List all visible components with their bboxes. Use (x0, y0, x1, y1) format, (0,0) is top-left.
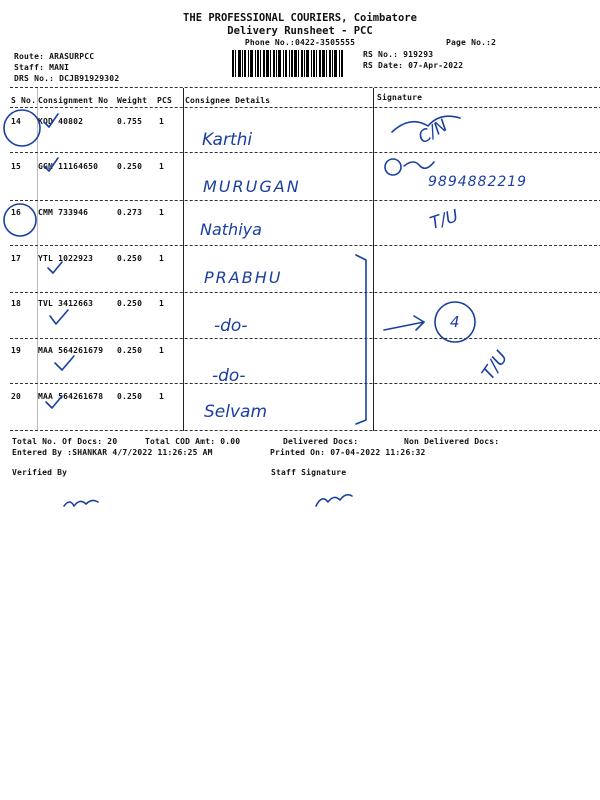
tick-mark-icon (46, 396, 62, 408)
ink-signature (392, 116, 460, 132)
row-weight: 0.273 (117, 208, 143, 217)
row-pcs: 1 (159, 208, 165, 217)
delivered-docs: Delivered Docs: (283, 437, 359, 446)
row-sno: 14 (11, 117, 22, 126)
handwritten-number: 4 (450, 313, 460, 331)
row-sno: 19 (11, 346, 22, 355)
row-weight: 0.250 (117, 346, 143, 355)
row-pcs: 1 (159, 392, 165, 401)
row-pcs: 1 (159, 299, 165, 308)
handwritten-signature: T/U (477, 347, 513, 384)
runsheet-title: Delivery Runsheet - PCC (227, 25, 373, 37)
row-consignment: MAA 564261678 (38, 392, 104, 401)
total-cod: Total COD Amt: 0.00 (145, 437, 241, 446)
entered-by: Entered By :SHANKAR 4/7/2022 11:26:25 AM (12, 448, 213, 457)
row-weight: 0.250 (117, 254, 143, 263)
row-pcs: 1 (159, 117, 165, 126)
col-header-sno: S No. (11, 96, 37, 105)
ink-bracket (356, 255, 366, 424)
row-sno: 20 (11, 392, 22, 401)
ink-circle (385, 159, 401, 175)
col-header-consignee: Consignee Details (185, 96, 271, 105)
row-weight: 0.250 (117, 392, 143, 401)
phone-number: Phone No.:0422-3505555 (244, 38, 356, 47)
drs-number: DRS No.: DCJB91929302 (14, 74, 120, 83)
row-consignment: CMM 733946 (38, 208, 89, 217)
row-sno: 16 (11, 208, 22, 217)
tick-mark-icon (44, 158, 58, 171)
handwritten-signature: C/N (415, 115, 452, 149)
row-consignment: MAA 564261679 (38, 346, 104, 355)
tick-mark-icon (48, 262, 62, 273)
col-header-signature: Signature (377, 93, 423, 102)
verified-by-label: Verified By (12, 468, 68, 477)
col-header-weight: Weight (117, 96, 148, 105)
non-delivered-docs: Non Delivered Docs: (404, 437, 500, 446)
row-pcs: 1 (159, 346, 165, 355)
handwritten-name: Selvam (204, 402, 268, 422)
handwritten-signature: T/U (427, 206, 461, 234)
handwritten-ditto: -do- (212, 366, 246, 386)
col-header-pcs: PCS (157, 96, 173, 105)
ink-signature (404, 162, 434, 168)
row-weight: 0.755 (117, 117, 143, 126)
row-weight: 0.250 (117, 162, 143, 171)
ink-circle (4, 110, 40, 146)
ink-circle (435, 302, 475, 342)
handwritten-name: Nathiya (200, 220, 262, 239)
rs-number: RS No.: 919293 (363, 50, 434, 59)
handwritten-phone: 9894882219 (428, 174, 528, 190)
company-title: THE PROFESSIONAL COURIERS, Coimbatore (183, 12, 417, 24)
tick-mark-icon (44, 114, 58, 127)
row-pcs: 1 (159, 254, 165, 263)
handwritten-ditto: -do- (214, 316, 248, 336)
col-header-consignment: Consignment No (38, 96, 109, 105)
row-sno: 17 (11, 254, 22, 263)
total-docs: Total No. Of Docs: 20 (12, 437, 118, 446)
row-pcs: 1 (159, 162, 165, 171)
handwritten-name: MURUGAN (203, 177, 301, 196)
row-sno: 15 (11, 162, 22, 171)
handwritten-name: PRABHU (204, 268, 283, 287)
staff-signature-label: Staff Signature (271, 468, 347, 477)
ink-initials (316, 495, 352, 506)
tick-mark-icon (50, 310, 68, 324)
ink-initials (64, 500, 98, 506)
route-label: Route: ARASURPCC (14, 52, 95, 61)
row-sno: 18 (11, 299, 22, 308)
row-weight: 0.250 (117, 299, 143, 308)
row-consignment: GGN 11164650 (38, 162, 99, 171)
handwritten-name: Karthi (202, 130, 253, 150)
rs-date: RS Date: 07-Apr-2022 (363, 61, 464, 70)
row-consignment: TVL 3412663 (38, 299, 94, 308)
printed-on: Printed On: 07-04-2022 11:26:32 (270, 448, 426, 457)
staff-label: Staff: MANI (14, 63, 70, 72)
ink-circle (4, 204, 36, 236)
tick-mark-icon (55, 356, 74, 370)
row-consignment: KOD 40802 (38, 117, 84, 126)
row-consignment: YTL 1022923 (38, 254, 94, 263)
page-number: Page No.:2 (446, 38, 497, 47)
